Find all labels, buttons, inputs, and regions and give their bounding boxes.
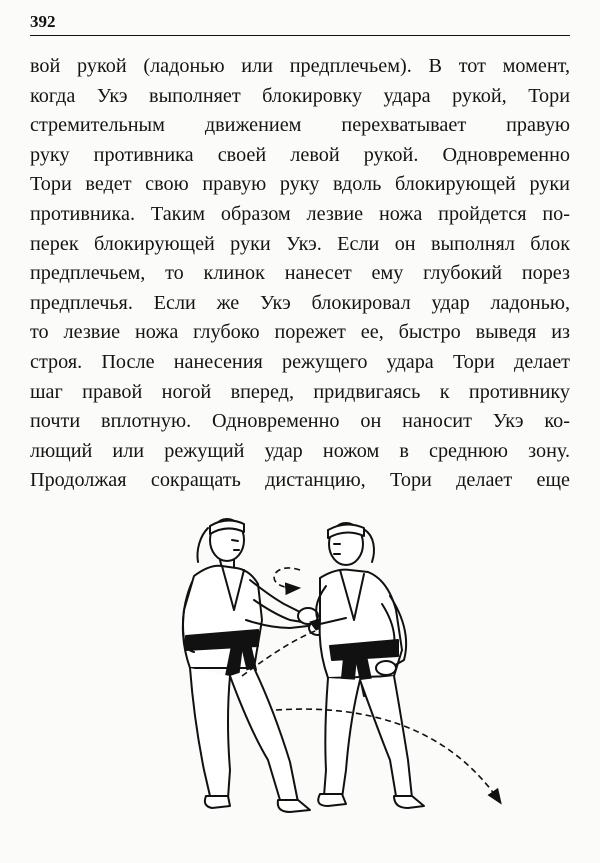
header-rule: [30, 35, 570, 36]
text-line: Продолжая сокращать дистанцию, Тори делает еще: [30, 469, 570, 492]
text-line: стремительным движением перехватывает правую: [30, 114, 570, 137]
text-line: предплечья. Если же Укэ блокировал удар ладонью,: [30, 291, 570, 314]
text-line: шаг правой ногой вперед, придвигаясь к противнику: [30, 380, 570, 403]
text-line: предплечьем, то клинок нанесет ему глубокий порез: [30, 262, 570, 285]
text-line: перек блокирующей руки Укэ. Если он выполнял блок: [30, 232, 570, 255]
page-number: 392: [30, 12, 56, 31]
text-line: почти вплотную. Одновременно он наносит Укэ ко-: [30, 410, 570, 433]
technique-illustration: [150, 500, 530, 845]
text-line: когда Укэ выполняет блокировку удара рукой, Тори: [30, 84, 570, 107]
uke-figure: [316, 523, 424, 808]
text-line: руку противника своей левой рукой. Одновременно: [30, 143, 570, 166]
text-line: то лезвие ножа глубоко порежет ее, быстро выведя из: [30, 321, 570, 344]
motion-arrow-head: [274, 568, 300, 588]
body-text: [30, 52, 570, 496]
text-line: лющий или режущий удар ножом в среднюю зону.: [30, 439, 570, 462]
tori-figure: [183, 519, 327, 812]
text-line: строя. После нанесения режущего удара Тори делает: [30, 350, 570, 373]
text-line: вой рукой (ладонью или предплечьем). В тот момент,: [30, 55, 570, 77]
text-line: Тори ведет свою правую руку вдоль блокирующей руки: [30, 173, 570, 196]
text-line: противника. Таким образом лезвие ножа пройдется по-: [30, 202, 570, 225]
